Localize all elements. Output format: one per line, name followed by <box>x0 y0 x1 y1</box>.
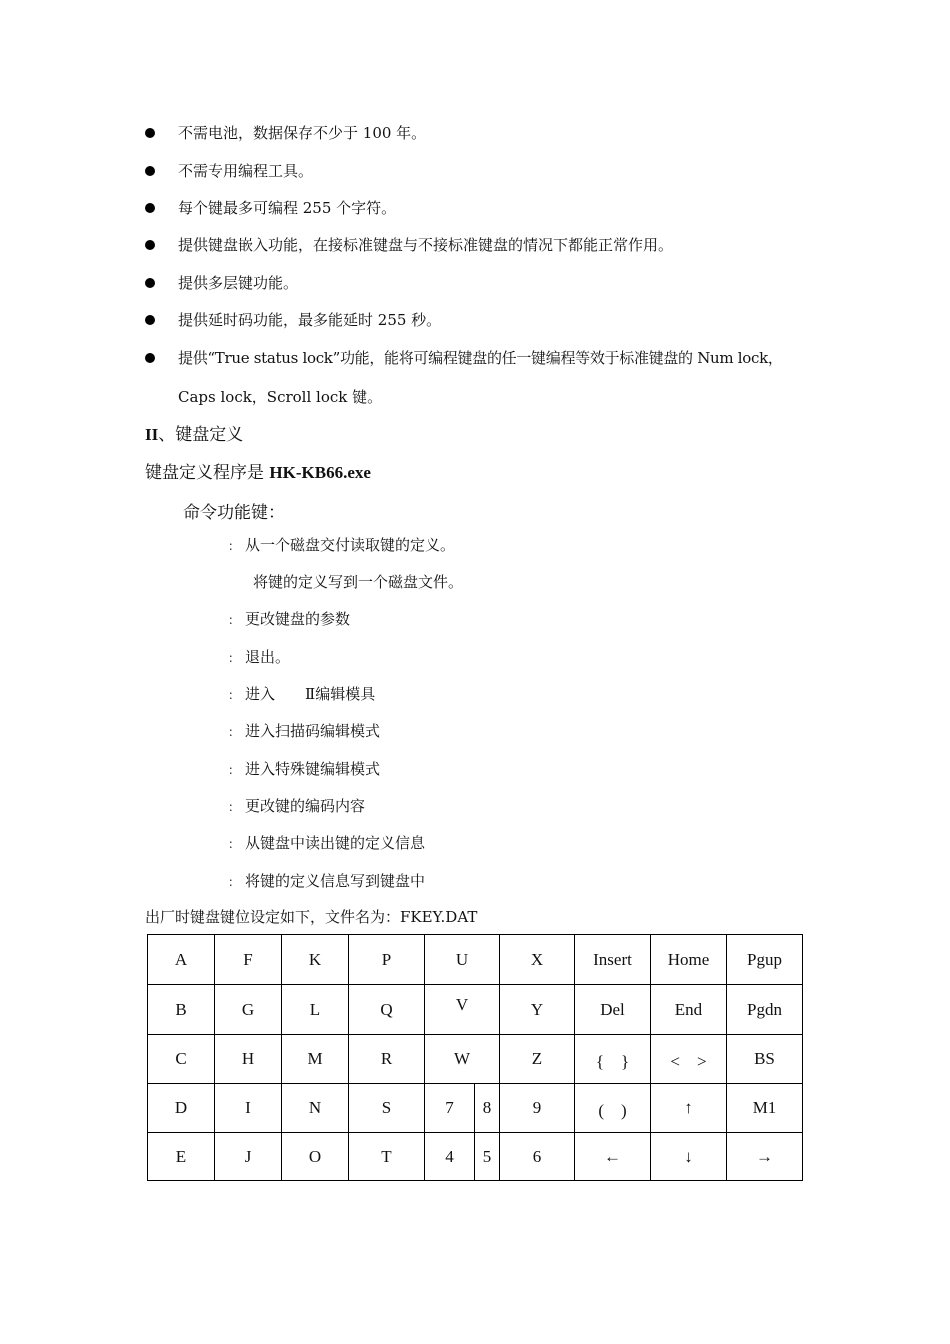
key-cell: F <box>215 935 282 985</box>
key-cell: X <box>500 935 575 985</box>
table-row <box>148 1133 803 1181</box>
program-name: HK-KB66.exe <box>269 463 371 482</box>
key-cell: < > <box>651 1035 727 1084</box>
key-cell: N <box>282 1084 349 1133</box>
key-cell: Pgup <box>727 935 803 985</box>
key-cell: ← <box>575 1133 651 1181</box>
key-cell: Insert <box>575 935 651 985</box>
bullet-icon <box>145 278 155 288</box>
key-cell: ↓ <box>651 1133 727 1181</box>
key-cell: Y <box>500 985 575 1035</box>
bullet-icon <box>145 353 155 363</box>
key-cell: M <box>282 1035 349 1084</box>
command-item: ： 从一个磁盘交付读取键的定义。 <box>228 536 456 554</box>
key-cell: Z <box>500 1035 575 1084</box>
bullet-icon <box>145 166 155 176</box>
key-cell: C <box>148 1035 215 1084</box>
key-cell: L <box>282 985 349 1035</box>
command-item: ： 退出。 <box>228 648 291 666</box>
command-item: ： 从键盘中读出键的定义信息 <box>228 834 426 852</box>
key-cell: 4 <box>425 1133 475 1181</box>
table-row <box>148 935 803 985</box>
bullet-icon <box>145 240 155 250</box>
key-cell: K <box>282 935 349 985</box>
key-cell: A <box>148 935 215 985</box>
key-cell: ( ) <box>575 1084 651 1133</box>
key-cell: S <box>349 1084 425 1133</box>
feature-continuation: Caps lock，Scroll lock 键。 <box>178 388 383 406</box>
commands-title: 命令功能键： <box>183 503 285 523</box>
key-cell: G <box>215 985 282 1035</box>
key-cell: H <box>215 1035 282 1084</box>
key-cell: → <box>727 1133 803 1181</box>
key-cell: E <box>148 1133 215 1181</box>
key-cell: 6 <box>500 1133 575 1181</box>
key-cell: Pgdn <box>727 985 803 1035</box>
bullet-icon <box>145 315 155 325</box>
key-cell: B <box>148 985 215 1035</box>
command-item: ： 进入 Ⅱ编辑模具 <box>228 685 376 703</box>
command-item: ： 将键的定义信息写到键盘中 <box>228 872 426 890</box>
key-cell: V <box>425 985 500 1035</box>
section-title: 、键盘定义 <box>158 425 244 445</box>
key-cell: ↑ <box>651 1084 727 1133</box>
command-item: 将键的定义写到一个磁盘文件。 <box>253 573 464 591</box>
key-cell: D <box>148 1084 215 1133</box>
key-cell: Q <box>349 985 425 1035</box>
key-cell: I <box>215 1084 282 1133</box>
key-cell: BS <box>727 1035 803 1084</box>
key-cell: Home <box>651 935 727 985</box>
document-page: 不需电池，数据保存不少于 100 年。 不需专用编程工具。 每个键最多可编程 255 个字符。 提供键盘嵌入功能，在接标准键盘与不接标准键盘的情况下都能正常作用。 提供多层键功能。 提供延时码功能，最多能延时 255 秒。 提供“True status lock”功能，能将可编程键盘的任一键编程等效于标准键盘的 Num lock， Caps lock，Scroll lock 键。 II、键盘定义 键盘定义程序是 HK-KB66.exe 命令功能键： ： 从一个磁盘交付读取键的定义。 将键的定义写到一个磁盘文件。 ： 更改键盘的参数 ： 退出。 ： 进入 Ⅱ编辑模具 ： 进入扫描码编辑模式 ： 进入特殊键编辑模式 ： 更改键的编码内容 ： 从键盘中读出键的定义信息 ： 将键的定义信息写到键盘中 出厂时键盘键位设定如下，文件名为：FKEY.DAT A F K P U X Insert Home Pgup B G L Q V Y Del End Pgdn C H M R W Z { } < > BS D I N S 7 8 9 ( ) ↑ M1 E J O T 4 5 6 ← ↓ → <box>0 0 950 1344</box>
table-row <box>148 985 803 1035</box>
key-cell: Del <box>575 985 651 1035</box>
table-row <box>148 1035 803 1084</box>
key-cell: 8 <box>475 1084 500 1133</box>
table-row <box>148 1084 803 1133</box>
key-cell: 7 <box>425 1084 475 1133</box>
key-cell: T <box>349 1133 425 1181</box>
program-line: 键盘定义程序是 HK-KB66.exe <box>145 463 371 483</box>
command-item: ： 进入扫描码编辑模式 <box>228 722 381 740</box>
table-caption: 出厂时键盘键位设定如下，文件名为：FKEY.DAT <box>145 908 478 926</box>
key-cell: 9 <box>500 1084 575 1133</box>
command-item: ： 进入特殊键编辑模式 <box>228 760 381 778</box>
key-cell: J <box>215 1133 282 1181</box>
key-layout-table <box>147 934 803 1181</box>
key-cell: End <box>651 985 727 1035</box>
key-cell: M1 <box>727 1084 803 1133</box>
command-item: ： 更改键的编码内容 <box>228 797 366 815</box>
key-cell: P <box>349 935 425 985</box>
key-cell: W <box>425 1035 500 1084</box>
key-cell: 5 <box>475 1133 500 1181</box>
command-item: ： 更改键盘的参数 <box>228 610 351 628</box>
key-cell: R <box>349 1035 425 1084</box>
key-cell: O <box>282 1133 349 1181</box>
bullet-icon <box>145 203 155 213</box>
key-cell: { } <box>575 1035 651 1084</box>
bullet-icon <box>145 128 155 138</box>
section-heading <box>145 420 243 445</box>
key-cell: U <box>425 935 500 985</box>
section-number: II <box>145 425 159 444</box>
